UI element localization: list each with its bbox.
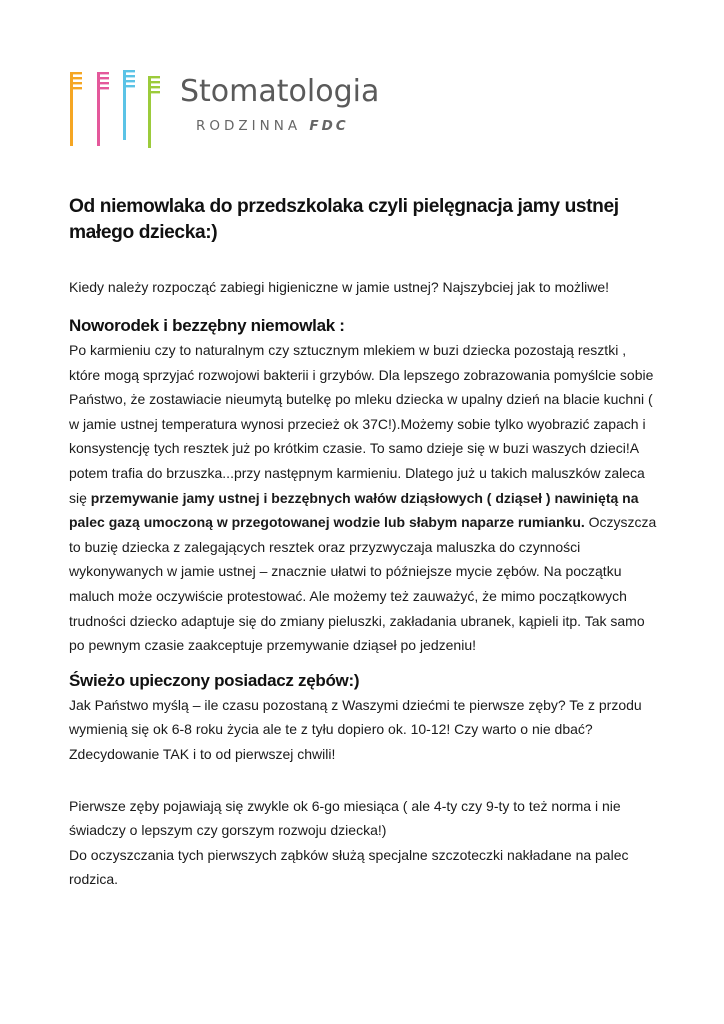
brand-name: Stomatologia [180,74,380,109]
brand-subtitle [196,118,349,134]
article-title: Od niemowlaka do przedszkolaka czyli pielęgnacja jamy ustnej małego dziecka:) [69,196,619,243]
blue-toothbrush-icon [123,70,135,140]
newborn-paragraph [69,338,659,658]
article [69,194,659,892]
intro-paragraph: Kiedy należy rozpocząć zabiegi higieniczne w jamie ustnej? Najszybciej jak to możliwe! [69,279,610,295]
section-heading-first-teeth: Świeżo upieczony posiadacz zębów:) [69,670,360,690]
toothbrushes-icon [70,68,166,150]
newborn-paragraph-bold: przemywanie jamy ustnej i bezzębnych wałów dziąsłowych ( dziąseł ) nawiniętą na palec gazą umoczoną w przegotowanej wodzie lub słabym naparze rumianku. [69,489,639,531]
orange-toothbrush-icon [70,72,82,146]
pink-toothbrush-icon [97,72,109,146]
finger-brush-paragraph: Do oczyszczania tych pierwszych ząbków służą specjalne szczoteczki nakładane na palec rodzica. [69,846,629,888]
section-heading-newborn: Noworodek i bezzębny niemowlak : [69,316,345,335]
first-teeth-paragraph: Jak Państwo myślą – ile czasu pozostaną z Waszymi dziećmi te pierwsze zęby? Te z przodu wymienią się ok 6-8 roku życia ale te z tyłu dopiero ok. 10-12! Czy warto o nie dbać? Zdecydowanie TAK i to od pierwszej chwili! [69,696,642,762]
brand-subtitle-bold: FDC [309,118,349,134]
newborn-paragraph-end: Oczyszcza to buzię dziecka z zalegających resztek oraz przyzwyczaja maluszka do czynności wykonywanych w jamie ustnej – znacznie ułatwi to późniejsze mycie zębów. Na początku maluch może oczywiście protestować. Ale możemy też zauważyć, że mimo początkowych trudności dziecko adaptuje się do zmiany pieluszki, zakładania ubranek, kąpieli itp. Tak samo po pewnym czasie zaakceptuje przemywanie dziąseł po jedzeniu! [69,514,657,654]
green-toothbrush-icon [148,76,160,148]
newborn-paragraph-start: Po karmieniu czy to naturalnym czy sztucznym mlekiem w buzi dziecka pozostają resztki , które mogą sprzyjać rozwojowi bakterii i grzybów. Dla lepszego zobrazowania pomyślcie sobie Państwo, że zostawiacie nieumytą butelkę po mleku dziecka w upalny dzień na blacie kuchni ( w jamie ustnej temperatura wynosi przecież ok 37C!).Możemy sobie tylko wyobrazić zapach i konsystencję tych resztek już po krótkim czasie. To samo dzieje się w buzi waszych dzieci!A potem trafia do brzuszka...przy następnym karmieniu. Dlatego już u takich maluszków zaleca się [69,342,654,506]
paragraph-spacer [69,767,659,794]
clinic-logo [70,68,380,150]
brand-subtitle-text: RODZINNA [196,118,302,134]
teeth-eruption-paragraph: Pierwsze zęby pojawiają się zwykle ok 6-go miesiąca ( ale 4-ty czy 9-ty to też norma i nie świadczy o lepszym czy gorszym rozwoju dziecka!) [69,797,621,839]
